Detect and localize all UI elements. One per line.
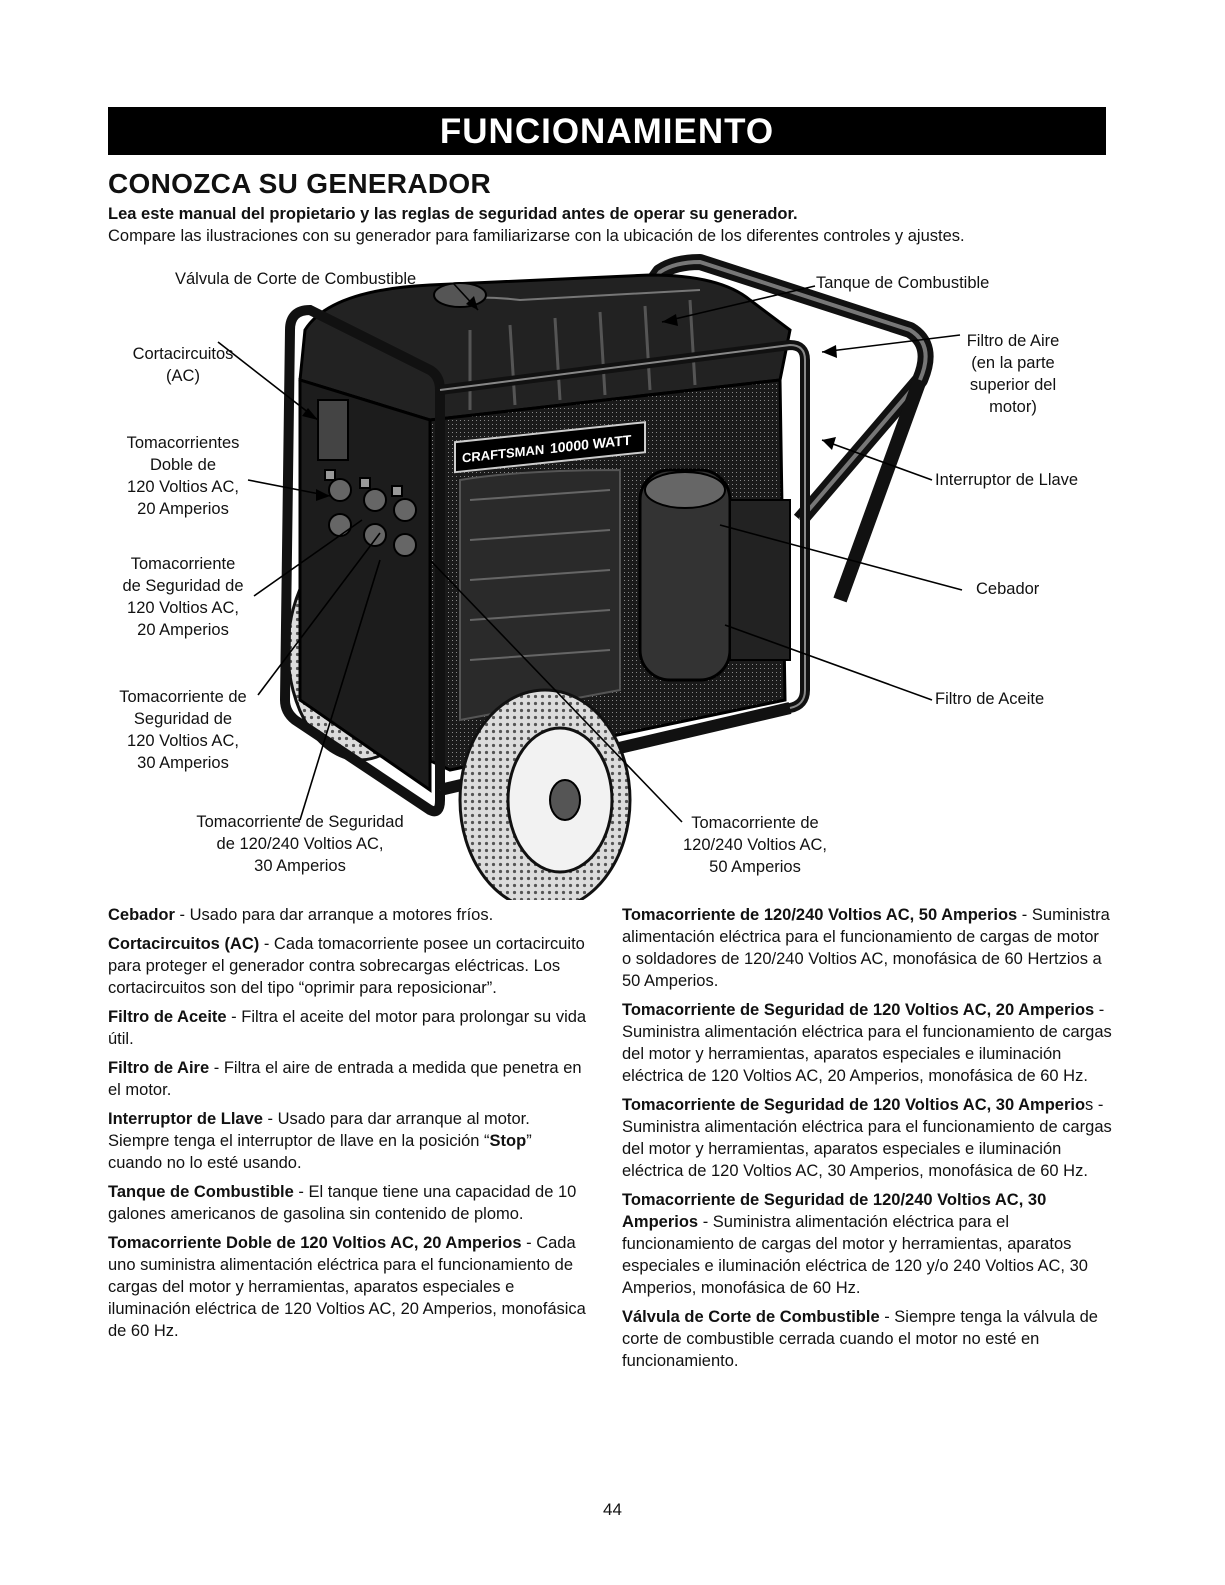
watt-plate: 10000 WATT (550, 431, 632, 457)
label-lock-outlet-20a: Tomacorriente de Seguridad de 120 Voltios AC, 20 Amperios (122, 555, 244, 639)
definitions-right (622, 904, 1112, 1379)
definition-item: Tomacorriente de Seguridad de 120/240 Voltios AC, 30 Amperios - Suministra alimentación eléctrica para el funcionamiento de cargas del motor y herramientas, aparatos especiales e iluminación eléctrica de 120 y/o 240 Voltios AC, 30 Amperios, monofásica de 60 Hz. (622, 1191, 1088, 1297)
definition-item: Interruptor de Llave - Usado para dar arranque al motor. Siempre tenga el interruptor de llave en la posición “Stop” cuando no lo esté usando. (108, 1110, 532, 1172)
definition-item: Tomacorriente de Seguridad de 120 Voltios AC, 30 Amperios - Suministra alimentación eléctrica para el funcionamiento de cargas del motor y herramientas, aparatos especiales e iluminación eléctrica de 120 Voltios AC, 30 Amperios, monofásica de 60 Hz. (622, 1096, 1112, 1180)
definition-item: Tomacorriente de 120/240 Voltios AC, 50 Amperios - Suministra alimentación eléctrica para el funcionamiento de cargas de motor o soldadores de 120/240 Voltios AC, monofásica de 60 Hertzios a 50 Amperios. (622, 906, 1110, 990)
brand-plate: CRAFTSMAN (461, 441, 545, 466)
definition-item: Filtro de Aire - Filtra el aire de entrada a medida que penetra en el motor. (108, 1059, 582, 1099)
intro-text: Compare las ilustraciones con su generador para familiarizarse con la ubicación de los diferentes controles y ajustes. (108, 227, 965, 245)
label-key-switch: Interruptor de Llave (935, 471, 1079, 489)
label-breakers: Cortacircuitos (AC) (132, 345, 234, 385)
definition-item: Tomacorriente Doble de 120 Voltios AC, 20 Amperios - Cada uno suministra alimentación eléctrica para el funcionamiento de cargas del motor y herramientas, aparatos especiales e iluminación eléctrica de 120 Voltios AC, 20 Amperios, monofásica de 60 Hz. (108, 1234, 586, 1340)
definition-item: Tomacorriente de Seguridad de 120 Voltios AC, 20 Amperios - Suministra alimentación eléctrica para el funcionamiento de cargas del motor y herramientas, aparatos especiales e iluminación eléctrica de 120 Voltios AC, 20 Amperios, monofásica de 60 Hz. (622, 1001, 1112, 1085)
definition-item: Válvula de Corte de Combustible - Siempre tenga la válvula de corte de combustible cerrada cuando el motor no esté en funcionamiento. (622, 1308, 1098, 1370)
definitions-left (108, 904, 588, 1349)
page-title: CONOZCA SU GENERADOR (108, 168, 491, 199)
label-air-filter: Filtro de Aire (en la parte superior del motor) (966, 332, 1060, 416)
section-title-bar: FUNCIONAMIENTO (108, 107, 1106, 155)
label-lock-outlet-30a: Tomacorriente de Seguridad de 120 Voltios AC, 30 Amperios (119, 688, 247, 772)
definition-item: Cebador - Usado para dar arranque a motores fríos. (108, 906, 494, 924)
safety-notice: Lea este manual del propietario y las reglas de seguridad antes de operar su generador. (108, 205, 798, 223)
front-wheel (460, 690, 630, 900)
label-lock-outlet-240v: Tomacorriente de Seguridad de 120/240 Voltios AC, 30 Amperios (196, 813, 404, 875)
definition-item: Cortacircuitos (AC) - Cada tomacorriente posee un cortacircuito para proteger el generador contra sobrecargas eléctricas. Los cortacircuitos son del tipo “oprimir para reposicionar”. (108, 935, 585, 997)
page-number: 44 (603, 1500, 622, 1519)
label-duplex-outlets: Tomacorrientes Doble de 120 Voltios AC, 20 Amperios (126, 434, 240, 518)
definition-item: Filtro de Aceite - Filtra el aceite del motor para prolongar su vida útil. (108, 1008, 587, 1048)
label-fuel-tank: Tanque de Combustible (816, 274, 990, 292)
label-fuel-valve: Válvula de Corte de Combustible (175, 270, 417, 288)
label-choke: Cebador (976, 580, 1040, 598)
label-outlet-50a: Tomacorriente de 120/240 Voltios AC, 50 Amperios (682, 814, 828, 876)
label-oil-filter: Filtro de Aceite (935, 690, 1045, 708)
definition-item: Tanque de Combustible - El tanque tiene una capacidad de 10 galones americanos de gasolina sin contenido de plomo. (108, 1183, 577, 1223)
